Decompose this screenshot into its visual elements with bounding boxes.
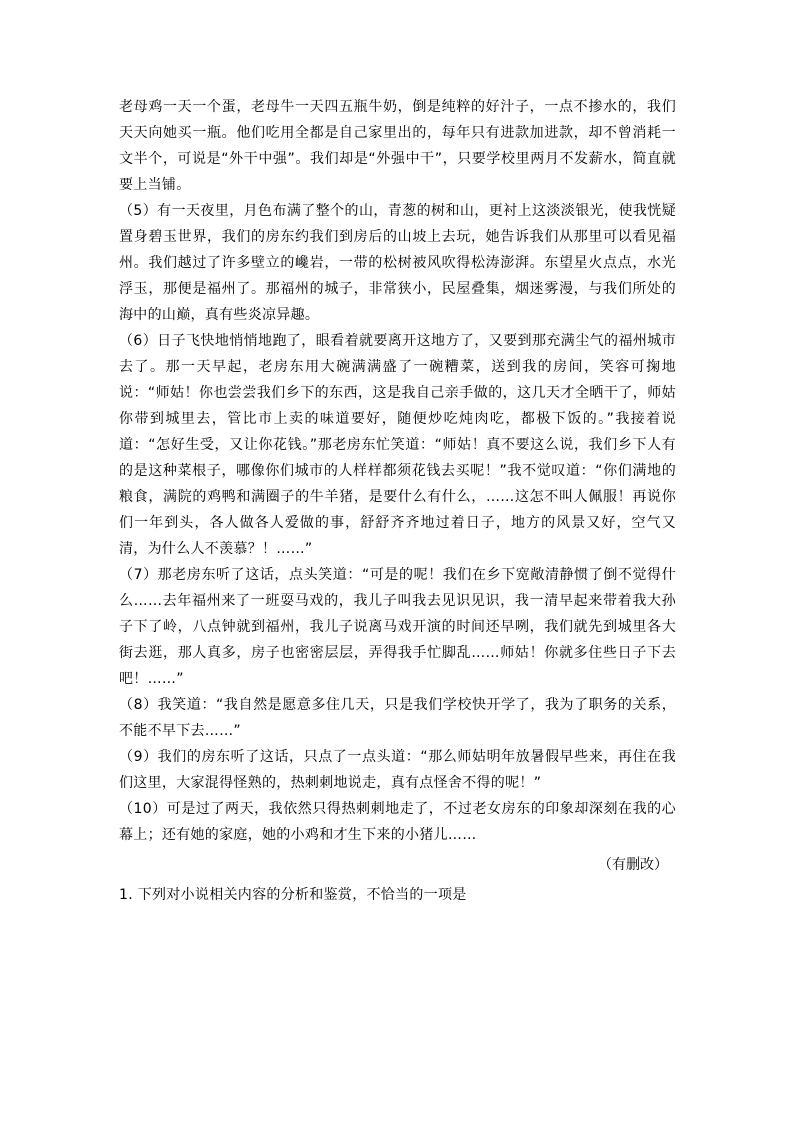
paragraph-6: （6）日子飞快地悄悄地跑了，眼看着就要离开这地方了，又要到那充满尘气的福州城市去了。那一天早起，老房东用大碗满满盛了一碗糟菜，送到我的房间，笑容可掬地说：“师姑！你也尝尝我们乡下的东西，这是我自己亲手做的，这几天才全晒干了，师姑你带到城里去，管比市上卖的味道要好，随便炒吃炖肉吃，都极下饭的。”我接着说道：“怎好生受，又让你花钱。”那老房东忙笑道：“师姑！真不要这么说，我们乡下人有的是这种菜根子，哪像你们城市的人样样都须花钱去买呢！”我不觉叹道：“你们满地的粮食，满院的鸡鸭和满圈子的牛羊猪，是要什么有什么，……这怎不叫人佩服！再说你们一年到头，各人做各人爱做的事，舒舒齐齐地过着日子，地方的风景又好，空气又清，为什么人不羡慕？！……” xyxy=(119,333,676,557)
paragraph-9: （9）我们的房东听了这话，只点了一点头道：“那么师姑明年放暑假早些来，再住在我们这里，大家混得怪熟的，热刺刺地说走，真有点怪舍不得的呢！” xyxy=(119,749,676,791)
abridged-note: （有删改） xyxy=(598,857,668,873)
document-page xyxy=(119,94,676,908)
paragraph-8: （8）我笑道：“我自然是愿意多住几天，只是我们学校快开学了，我为了职务的关系，不能不早下去……” xyxy=(119,697,676,739)
question-1: 1. 下列对小说相关内容的分析和鉴赏，不恰当的一项是 xyxy=(119,887,467,903)
paragraph-continued: 老母鸡一天一个蛋，老母牛一天四五瓶牛奶，倒是纯粹的好汁子，一点不掺水的，我们天天向她买一瓶。他们吃用全都是自己家里出的，每年只有进款加进款，却不曾消耗一文半个，可说是“外干中强”。我们却是“外强中干”，只要学校里两月不发薪水，简直就要上当铺。 xyxy=(119,99,676,193)
paragraph-10: （10）可是过了两天，我依然只得热刺刺地走了，不过老女房东的印象却深刻在我的心幕上；还有她的家庭，她的小鸡和才生下来的小猪儿…… xyxy=(119,801,676,843)
paragraph-5: （5）有一天夜里，月色布满了整个的山，青葱的树和山，更衬上这淡淡银光，使我恍疑置身碧玉世界，我们的房东约我们到房后的山坡上去玩，她告诉我们从那里可以看见福州。我们越过了许多壁立的巉岩，一带的松树被风吹得松涛澎湃。东望星火点点，水光浮玉，那便是福州了。那福州的城子，非常狭小，民屋叠集，烟迷雾漫，与我们所处的海中的山巅，真有些炎凉异趣。 xyxy=(119,203,676,323)
paragraph-7: （7）那老房东听了这话，点头笑道：“可是的呢！我们在乡下宽敞清静惯了倒不觉得什么……去年福州来了一班耍马戏的，我儿子叫我去见识见识，我一清早起来带着我大孙子下了岭，八点钟就到福州，我儿子说离马戏开演的时间还早咧，我们就先到城里各大街去逛，那人真多，房子也密密层层，弄得我手忙脚乱……师姑！你就多住些日子下去吧！……” xyxy=(119,567,676,687)
